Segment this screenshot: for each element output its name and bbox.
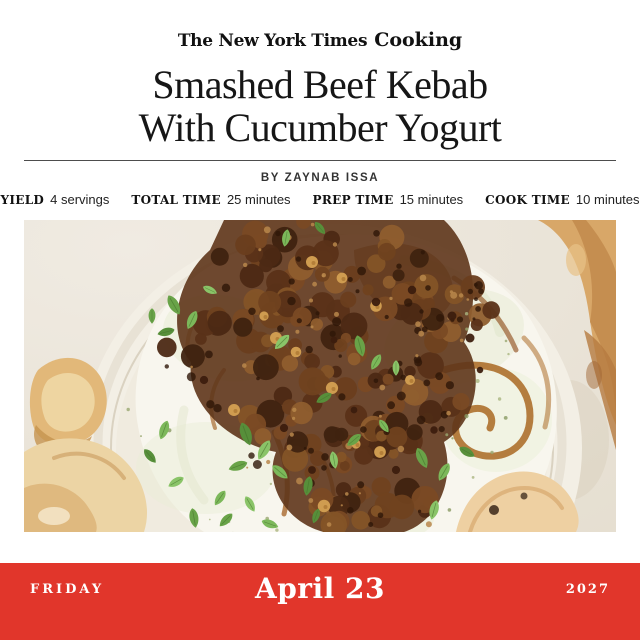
meta-prep-time-label: PREP TIME [312,193,394,207]
nyt-logo-text: The New York Times [177,31,368,51]
date-banner [0,563,640,640]
meta-yield-label: YIELD [0,193,45,207]
banner-year: 2027 [565,582,610,597]
meta-yield-value: 4 servings [50,192,110,207]
meta-cook-time-value: 10 minutes [575,192,640,207]
recipe-photo-illustration [24,220,616,532]
divider-rule [24,160,616,161]
meta-cook-time [485,192,639,207]
meta-total-time-value: 25 minutes [226,192,291,207]
meta-cook-time-label: COOK TIME [485,193,570,207]
banner-date: April 23 [254,572,386,605]
banner-weekday: FRIDAY [30,582,105,597]
recipe-title-line2: With Cucumber Yogurt [138,105,502,150]
recipe-title [0,63,640,149]
recipe-photo [24,220,616,532]
masthead-logo [0,29,640,51]
meta-yield [0,192,109,207]
meta-prep-time-value: 15 minutes [399,192,464,207]
meta-total-time [131,192,290,207]
recipe-meta-row [0,192,640,207]
recipe-title-line1: Smashed Beef Kebab [152,62,488,107]
byline: BY ZAYNAB ISSA [260,172,380,184]
meta-prep-time [313,192,464,207]
cooking-logo-text: Cooking [374,29,463,51]
meta-total-time-label: TOTAL TIME [131,193,221,207]
